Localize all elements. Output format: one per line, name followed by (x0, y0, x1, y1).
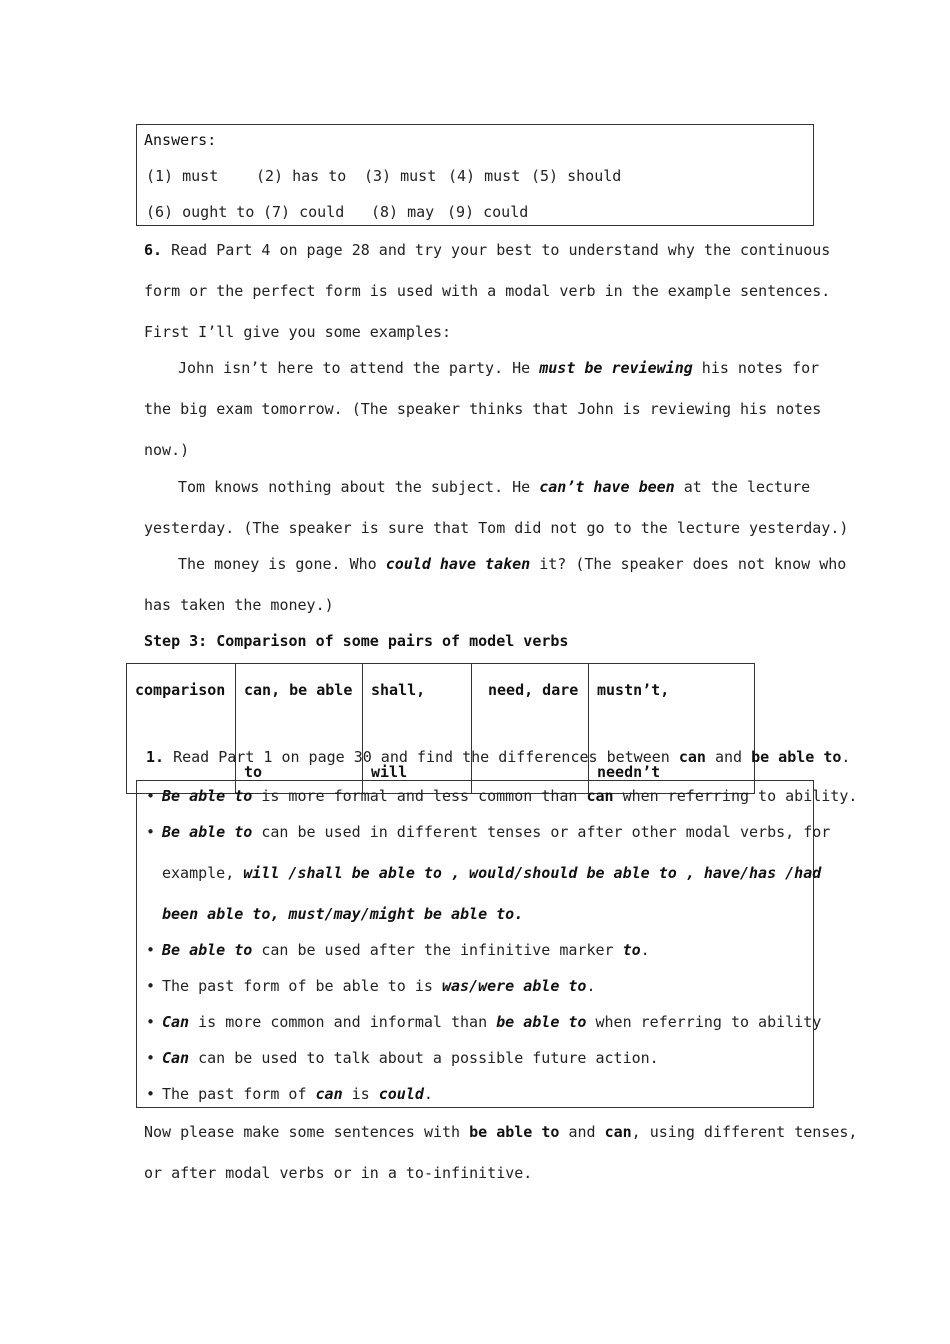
answer-9: (9) could (447, 203, 529, 221)
note-5-d: when referring to ability (586, 1013, 822, 1031)
item6-line1 (144, 240, 830, 260)
answers-title: Answers: (144, 131, 217, 149)
bullet-icon: • (146, 823, 156, 841)
example1-line1 (178, 358, 819, 378)
item6-line2: form or the perfect form is used with a modal verb in the example sentences. (144, 282, 831, 300)
example3-modal: could have taken (385, 555, 531, 573)
note-7-a: The past form of (162, 1085, 316, 1103)
comparison-table-row (127, 664, 755, 794)
comparison-cell: mustn’t, needn’t (589, 664, 755, 794)
answer-6: (6) ought to (146, 203, 255, 221)
note-5-b: is more common and informal than (189, 1013, 497, 1031)
note-2-line2-b: will /shall be able to , would/should be able to , have/has /had (243, 864, 822, 882)
note-3-c: to (622, 941, 641, 959)
comparison-table (126, 663, 755, 794)
note-1-d: when referring to ability. (613, 787, 858, 805)
item1-text-e: . (841, 748, 851, 766)
comparison-cell: comparison (127, 664, 236, 794)
answer-1: (1) must (146, 167, 219, 185)
note-7 (146, 1084, 433, 1104)
item1-line (146, 747, 850, 767)
closing-e: , using different tenses, (631, 1123, 858, 1141)
note-2-line2 (162, 863, 821, 883)
bullet-icon: • (146, 1049, 156, 1067)
note-2 (146, 822, 830, 842)
bullet-icon: • (146, 1085, 156, 1103)
note-7-c: is (342, 1085, 379, 1103)
note-4-b: was/were able to (441, 977, 587, 995)
note-2-a: Be able to (162, 823, 253, 841)
comparison-cell: can, be able to (236, 664, 363, 794)
example2-text-a: Tom knows nothing about the subject. He (178, 478, 540, 496)
example3-text-c: it? (The speaker does not know who (530, 555, 847, 573)
example2-text-c: at the lecture (674, 478, 811, 496)
example3-text-a: The money is gone. Who (178, 555, 386, 573)
note-5-c: be able to (496, 1013, 587, 1031)
note-6-b: can be used to talk about a possible future action. (189, 1049, 659, 1067)
closing-line1 (144, 1122, 857, 1142)
example1-modal: must be reviewing (539, 359, 693, 377)
answer-3: (3) must (364, 167, 437, 185)
item6-text: Read Part 4 on page 28 and try your best to understand why the continuous (162, 241, 831, 259)
note-3-a: Be able to (162, 941, 253, 959)
answer-5: (5) should (531, 167, 622, 185)
item6-line3: First I’ll give you some examples: (144, 323, 452, 341)
note-7-e: . (423, 1085, 433, 1103)
note-1-a: Be able to (162, 787, 253, 805)
note-7-b: can (315, 1085, 343, 1103)
answer-7: (7) could (263, 203, 345, 221)
note-4 (146, 976, 596, 996)
example3-line1 (178, 554, 846, 574)
example1-line3: now.) (144, 441, 190, 459)
example2-line2: yesterday. (The speaker is sure that Tom did not go to the lecture yesterday.) (144, 519, 849, 537)
note-4-a: The past form of be able to is (162, 977, 442, 995)
closing-a: Now please make some sentences with (144, 1123, 470, 1141)
note-1-c: can (586, 787, 614, 805)
example1-text-c: his notes for (692, 359, 820, 377)
example2-modal: can’t have been (539, 478, 675, 496)
note-3-d: . (640, 941, 650, 959)
answer-2: (2) has to (256, 167, 347, 185)
example1-text-a: John isn’t here to attend the party. He (178, 359, 540, 377)
item1-be-able-to: be able to (751, 748, 842, 766)
bullet-icon: • (146, 977, 156, 995)
closing-d: can (604, 1123, 632, 1141)
note-3-b: can be used after the infinitive marker (252, 941, 623, 959)
note-1-b: is more formal and less common than (252, 787, 587, 805)
answer-4: (4) must (448, 167, 521, 185)
item1-text-a: Read Part 1 on page 30 and find the differences between (164, 748, 679, 766)
note-2-line3: been able to, must/may/might be able to. (162, 905, 524, 923)
example3-line2: has taken the money.) (144, 596, 334, 614)
bullet-icon: • (146, 1013, 156, 1031)
note-5-a: Can (162, 1013, 190, 1031)
note-2-b: can be used in different tenses or after other modal verbs, for (252, 823, 831, 841)
note-2-line2-a: example, (162, 864, 244, 882)
note-4-c: . (586, 977, 596, 995)
comparison-cell: shall, will (363, 664, 472, 794)
bullet-icon: • (146, 787, 156, 805)
item1-can: can (678, 748, 706, 766)
item1-text-c: and (705, 748, 752, 766)
example2-line1 (178, 477, 810, 497)
note-7-d: could (378, 1085, 424, 1103)
closing-c: and (559, 1123, 605, 1141)
example1-line2: the big exam tomorrow. (The speaker thinks that John is reviewing his notes (144, 400, 822, 418)
step3-heading: Step 3: Comparison of some pairs of model verbs (144, 632, 569, 650)
item6-number: 6. (144, 241, 163, 259)
bullet-icon: • (146, 941, 156, 959)
closing-b: be able to (469, 1123, 560, 1141)
comparison-cell: need, dare (472, 664, 589, 794)
item1-number: 1. (146, 748, 165, 766)
note-6 (146, 1048, 659, 1068)
answer-8: (8) may (371, 203, 435, 221)
note-1 (146, 786, 857, 806)
note-6-a: Can (162, 1049, 190, 1067)
closing-line2: or after modal verbs or in a to-infinitive. (144, 1164, 533, 1182)
note-3 (146, 940, 650, 960)
note-5 (146, 1012, 821, 1032)
